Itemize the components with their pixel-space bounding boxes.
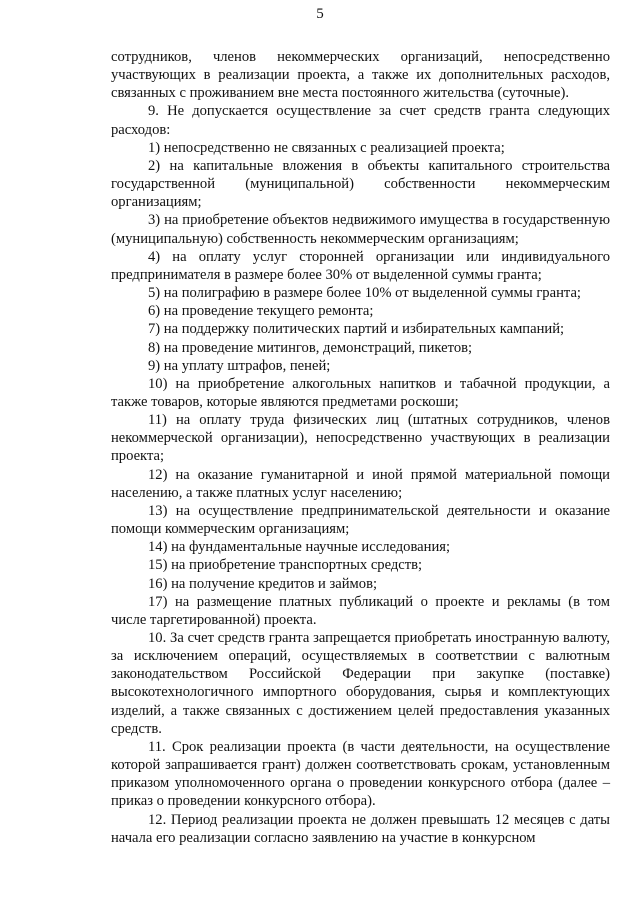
paragraph-continuation: сотрудников, членов некоммерческих организаций, непосредственно участвующих в реализации проекта, а также их дополнительных расходов, связанных с проживанием вне места постоянного жительства (суточные). xyxy=(111,49,610,102)
document-body xyxy=(111,48,610,847)
list-item-2: 2) на капитальные вложения в объекты капитального строительства государственной (муниципальной) собственности некоммерческим организациям; xyxy=(111,157,610,211)
paragraph-clause-10: 10. За счет средств гранта запрещается приобретать иностранную валюту, за исключением операций, осуществляемых в соответствии с валютным законодательством Российской Федерации при закупке (поставке) высокотехнологичного импортного оборудования, сырья и комплектующих изделий, а также связанных с достижением целей предоставления указанных средств. xyxy=(111,630,610,737)
list-item-1: 1) непосредственно не связанных с реализацией проекта; xyxy=(148,139,505,156)
list-item-14: 14) на фундаментальные научные исследования; xyxy=(148,539,451,556)
page-number: 5 xyxy=(316,6,324,22)
list-item-16: 16) на получение кредитов и займов; xyxy=(148,575,378,592)
paragraph-clause-12: 12. Период реализации проекта не должен превышать 12 месяцев с даты начала его реализации согласно заявлению на участие в конкурсном xyxy=(111,811,610,846)
list-item-12: 12) на оказание гуманитарной и иной прямой материальной помощи населению, а также платных услуг населению; xyxy=(111,466,610,501)
list-item-8: 8) на проведение митингов, демонстраций, пикетов; xyxy=(148,339,473,356)
list-item-13: 13) на осуществление предпринимательской деятельности и оказание помощи коммерческим организациям; xyxy=(111,502,610,538)
paragraph-clause-9: 9. Не допускается осуществление за счет средств гранта следующих расходов: xyxy=(111,103,610,138)
list-item-15: 15) на приобретение транспортных средств; xyxy=(148,557,423,574)
list-item-10: 10) на приобретение алкогольных напитков и табачной продукции, а также товаров, которые являются предметами роскоши; xyxy=(111,375,610,410)
paragraph-clause-11: 11. Срок реализации проекта (в части деятельности, на осуществление которой запрашивается грант) должен соответствовать срокам, установленным приказом уполномоченного органа о проведении конкурсного отбора (далее – приказ о проведении конкурсного отбора). xyxy=(111,738,610,810)
list-item-17: 17) на размещение платных публикаций о проекте и рекламы (в том числе таргетированной) проекта. xyxy=(111,593,610,628)
list-item-7: 7) на поддержку политических партий и избирательных кампаний; xyxy=(148,321,565,338)
list-item-5: 5) на полиграфию в размере более 10% от выделенной суммы гранта; xyxy=(148,285,581,302)
list-item-9: 9) на уплату штрафов, пеней; xyxy=(148,357,331,374)
list-item-11: 11) на оплату труда физических лиц (штатных сотрудников, членов некоммерческой организации), непосредственно участвующих в реализации проекта; xyxy=(111,412,610,465)
list-item-4: 4) на оплату услуг сторонней организации или индивидуального предпринимателя в размере более 30% от выделенной суммы гранта; xyxy=(111,248,610,283)
list-item-3: 3) на приобретение объектов недвижимого имущества в государственную (муниципальную) собственность некоммерческим организациям; xyxy=(111,212,610,247)
list-item-6: 6) на проведение текущего ремонта; xyxy=(148,303,374,320)
